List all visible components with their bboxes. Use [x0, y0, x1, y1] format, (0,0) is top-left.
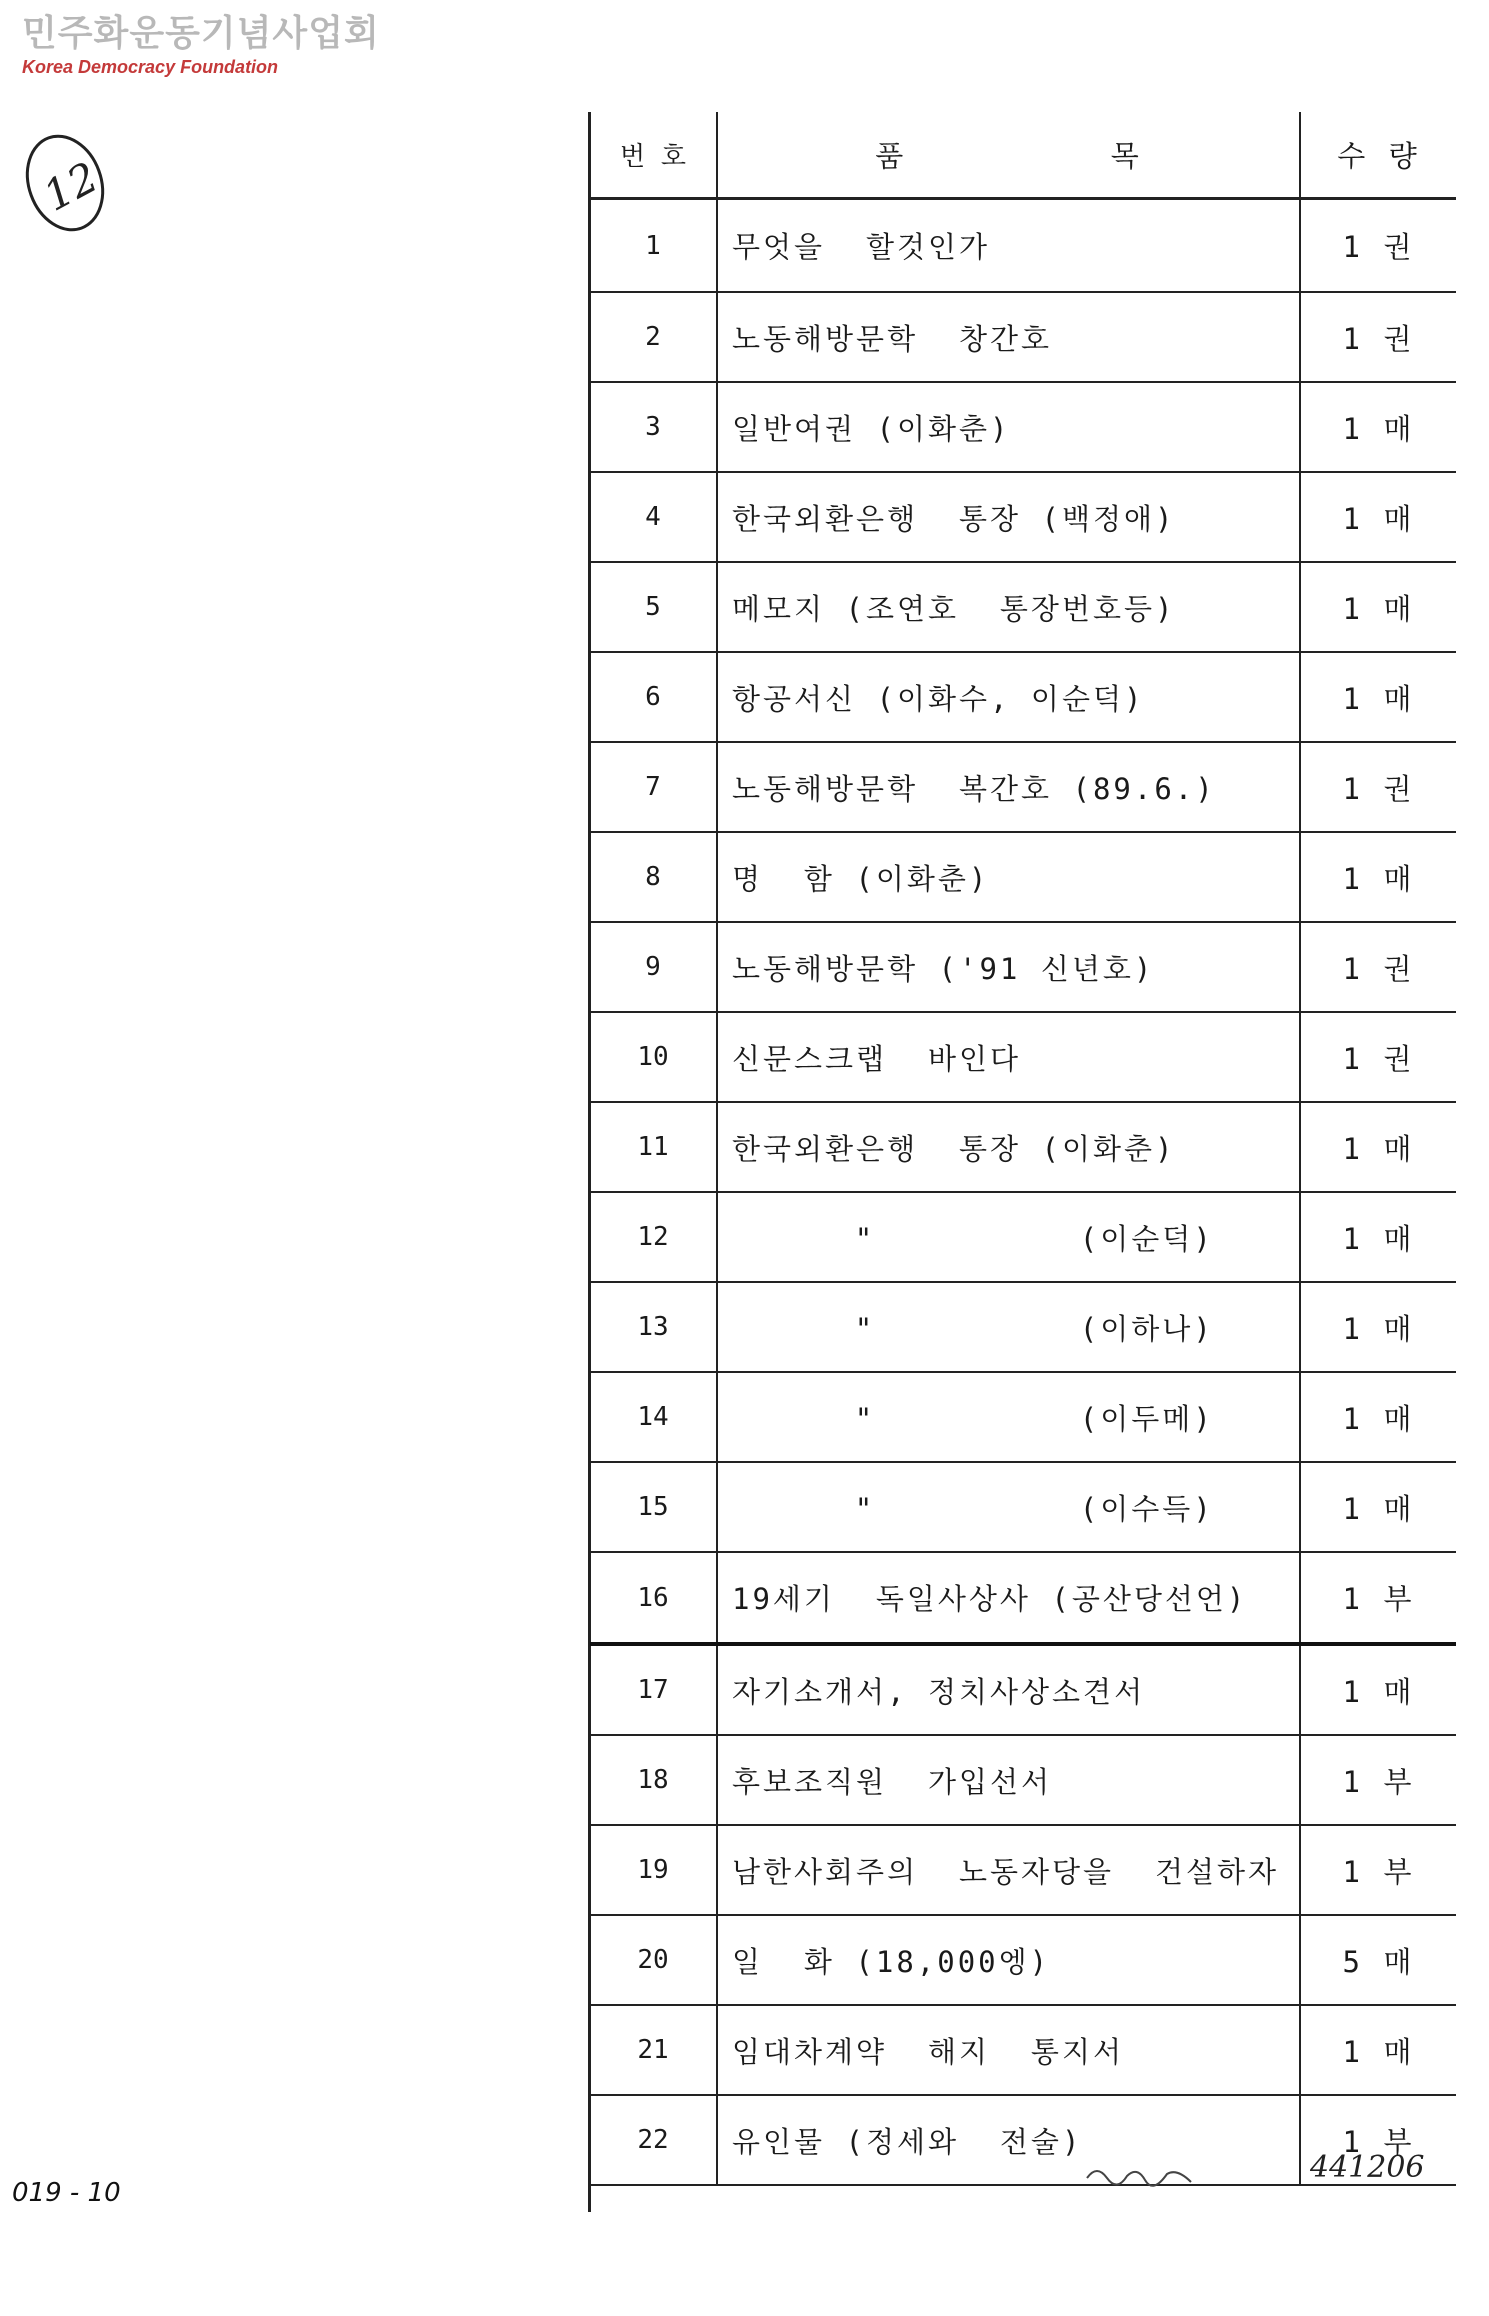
row-number: 22: [590, 2096, 718, 2184]
header-item: 품 목: [718, 112, 1301, 197]
row-item: 노동해방문학 ('91 신년호): [718, 923, 1301, 1011]
header-quantity: 수 량: [1337, 139, 1420, 173]
row-item: " (이하나): [718, 1283, 1301, 1371]
row-quantity: 1 매: [1342, 2034, 1415, 2069]
row-number: 21: [590, 2006, 718, 2094]
table-row: [590, 653, 1456, 743]
row-quantity: 1 매: [1342, 1674, 1415, 1709]
row-item: 한국외환은행 통장 (이화춘): [718, 1103, 1301, 1191]
row-item: 노동해방문학 창간호: [718, 293, 1301, 381]
row-quantity: 1 매: [1342, 861, 1415, 896]
row-item: 일 화 (18,000엥): [718, 1916, 1301, 2004]
row-number: 17: [590, 1646, 718, 1734]
row-item: 자기소개서, 정치사상소견서: [718, 1646, 1301, 1734]
row-item: 신문스크랩 바인다: [718, 1013, 1301, 1101]
row-number: 16: [590, 1553, 718, 1642]
row-number: 11: [590, 1103, 718, 1191]
row-quantity: 1 매: [1342, 681, 1415, 716]
table-row: [590, 563, 1456, 653]
row-number: 13: [590, 1283, 718, 1371]
row-number: 9: [590, 923, 718, 1011]
row-item: 메모지 (조연호 통장번호등): [718, 563, 1301, 651]
row-number: 12: [590, 1193, 718, 1281]
row-number: 14: [590, 1373, 718, 1461]
logo-english-text: Korea Democracy Foundation: [22, 57, 279, 77]
row-quantity: 1 매: [1342, 1311, 1415, 1346]
row-quantity: 1 부: [1342, 1764, 1415, 1799]
row-item: 항공서신 (이화수, 이순덕): [718, 653, 1301, 741]
row-quantity: 1 매: [1342, 501, 1415, 536]
row-quantity: 1 권: [1342, 321, 1415, 356]
signature-scribble: [1085, 2160, 1195, 2190]
logo-korean-text: 민주화운동기념사업회: [22, 13, 380, 54]
row-number: 7: [590, 743, 718, 831]
row-number: 19: [590, 1826, 718, 1914]
row-item: 남한사회주의 노동자당을 건설하자: [718, 1826, 1301, 1914]
table-row: [590, 2006, 1456, 2096]
row-item: 명 함 (이화춘): [718, 833, 1301, 921]
row-item: " (이순덕): [718, 1193, 1301, 1281]
table-body: [590, 200, 1456, 2186]
row-quantity: 1 매: [1342, 1491, 1415, 1526]
row-quantity: 1 권: [1342, 1041, 1415, 1076]
row-number: 1: [590, 200, 718, 291]
row-number: 15: [590, 1463, 718, 1551]
row-number: 18: [590, 1736, 718, 1824]
table-row: [590, 1283, 1456, 1373]
row-quantity: 1 부: [1342, 2124, 1415, 2159]
table-row: [590, 1736, 1456, 1826]
row-item: " (이두메): [718, 1373, 1301, 1461]
row-item: " (이수득): [718, 1463, 1301, 1551]
foundation-logo: [22, 14, 380, 78]
document-stamp-number: 441206: [1310, 2150, 1425, 2185]
row-item: 임대차계약 해지 통지서: [718, 2006, 1301, 2094]
row-item: 한국외환은행 통장 (백정애): [718, 473, 1301, 561]
row-quantity: 5 매: [1342, 1944, 1415, 1979]
table-row: [590, 1193, 1456, 1283]
row-quantity: 1 권: [1342, 951, 1415, 986]
table-header-row: [590, 112, 1456, 200]
table-row: [590, 1553, 1456, 1646]
row-number: 2: [590, 293, 718, 381]
row-quantity: 1 매: [1342, 591, 1415, 626]
table-row: [590, 1103, 1456, 1193]
footer-code: 019 - 10: [12, 2178, 121, 2208]
row-item: 후보조직원 가입선서: [718, 1736, 1301, 1824]
header-number: 번 호: [590, 112, 718, 197]
table-row: [590, 1463, 1456, 1553]
table-row: [590, 923, 1456, 1013]
row-quantity: 1 권: [1342, 230, 1415, 264]
table-row: [590, 383, 1456, 473]
row-quantity: 1 매: [1342, 1401, 1415, 1436]
table-row: [590, 473, 1456, 563]
table-row: [590, 1373, 1456, 1463]
table-row: [590, 1916, 1456, 2006]
row-number: 5: [590, 563, 718, 651]
row-quantity: 1 매: [1342, 411, 1415, 446]
table-row: [590, 1826, 1456, 1916]
table-row: [590, 200, 1456, 293]
row-quantity: 1 매: [1342, 1221, 1415, 1256]
table-row: [590, 1013, 1456, 1103]
row-quantity: 1 부: [1342, 1854, 1415, 1889]
row-item: 19세기 독일사상사 (공산당선언): [718, 1553, 1301, 1642]
row-number: 10: [590, 1013, 718, 1101]
row-quantity: 1 권: [1342, 771, 1415, 806]
row-number: 8: [590, 833, 718, 921]
page-number-text: 12: [35, 152, 106, 221]
table-row: [590, 1646, 1456, 1736]
row-quantity: 1 부: [1342, 1582, 1415, 1616]
table-row: [590, 743, 1456, 833]
row-item: 노동해방문학 복간호 (89.6.): [718, 743, 1301, 831]
row-number: 4: [590, 473, 718, 561]
row-number: 6: [590, 653, 718, 741]
row-item: 일반여권 (이화춘): [718, 383, 1301, 471]
row-item: 유인물 (정세와 전술): [718, 2096, 1301, 2184]
table-row: [590, 833, 1456, 923]
row-number: 20: [590, 1916, 718, 2004]
handwritten-page-number: [20, 128, 110, 238]
inventory-table: [590, 112, 1456, 2186]
row-quantity: 1 매: [1342, 1131, 1415, 1166]
table-row: [590, 293, 1456, 383]
row-number: 3: [590, 383, 718, 471]
row-item: 무엇을 할것인가: [718, 200, 1301, 291]
